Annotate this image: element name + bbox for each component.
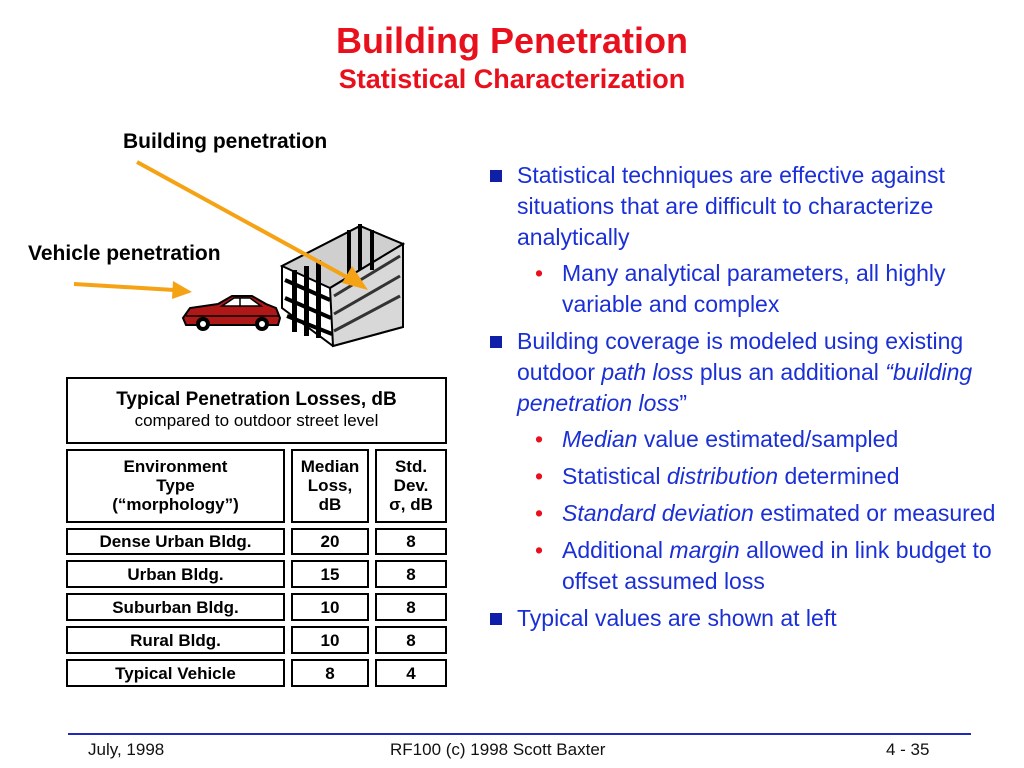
env-cell: Urban Bldg.: [66, 560, 285, 588]
sub-bullet-item: • Statistical distribution determined: [487, 461, 1007, 492]
building-car-graphic: [0, 120, 470, 350]
median-cell: 20: [291, 528, 369, 556]
penetration-loss-table: [60, 372, 453, 692]
dot-bullet-icon: •: [535, 537, 544, 563]
page-title: Building Penetration: [335, 20, 688, 61]
dot-bullet-icon: •: [535, 426, 544, 452]
bullet-item: Typical values are shown at left: [487, 603, 1007, 634]
square-bullet-icon: [490, 613, 502, 625]
sub-bullet-item: • Standard deviation estimated or measured: [487, 498, 1007, 529]
car-icon: [183, 296, 280, 331]
env-cell: Suburban Bldg.: [66, 593, 285, 621]
building-penetration-label: Building penetration: [123, 130, 328, 153]
table-title: Typical Penetration Losses, dB: [116, 388, 397, 410]
sub-bullet-item: • Additional margin allowed in link budget to offset assumed loss: [535, 537, 992, 594]
bullet-list: [487, 160, 1007, 639]
footer-copyright: RF100 (c) 1998 Scott Baxter: [390, 740, 606, 759]
penetration-illustration: [0, 120, 470, 350]
col-header-median: Median Loss, dB: [291, 449, 369, 523]
std-cell: 8: [375, 560, 447, 588]
bullet-item: Statistical techniques are effective against situations that are difficult to characterize analytically: [487, 160, 1007, 253]
table-subtitle: compared to outdoor street level: [134, 410, 379, 430]
table-header-cell: [66, 377, 447, 444]
square-bullet-icon: [490, 336, 502, 348]
median-cell: 10: [291, 626, 369, 654]
table-row: [66, 626, 447, 654]
footer-date: July, 1998: [88, 740, 165, 759]
square-bullet-icon: [490, 170, 502, 182]
env-cell: Typical Vehicle: [66, 659, 285, 687]
dot-bullet-icon: •: [535, 260, 544, 286]
median-cell: 15: [291, 560, 369, 588]
footer-rule: [68, 733, 971, 735]
col-header-std-dev: Std. Dev. σ, dB: [375, 449, 447, 523]
dot-bullet-icon: •: [535, 500, 544, 526]
median-cell: 8: [291, 659, 369, 687]
std-cell: 4: [375, 659, 447, 687]
env-cell: Dense Urban Bldg.: [66, 528, 285, 556]
vehicle-penetration-label: Vehicle penetration: [28, 242, 221, 265]
table-header-row: [66, 377, 447, 444]
page-subtitle: Statistical Characterization: [338, 64, 686, 94]
building-icon: [282, 224, 403, 346]
sub-bullet-item: • Many analytical parameters, all highly variable and complex: [535, 260, 946, 317]
table-row: [66, 593, 447, 621]
table-row: [66, 659, 447, 687]
env-cell: Rural Bldg.: [66, 626, 285, 654]
median-cell: 10: [291, 593, 369, 621]
footer-page-number: 4 - 35: [886, 740, 930, 759]
std-cell: 8: [375, 528, 447, 556]
column-header-row: [66, 449, 447, 523]
table-row: [66, 560, 447, 588]
col-header-environment: Environment Type (“morphology”): [66, 449, 285, 523]
bullet-item: Building coverage is modeled using existing outdoor path loss plus an additional “building penetration loss”: [487, 326, 1007, 419]
std-cell: 8: [375, 626, 447, 654]
sub-bullet-item: • Median value estimated/sampled: [487, 424, 1007, 455]
table-row: [66, 528, 447, 556]
std-cell: 8: [375, 593, 447, 621]
dot-bullet-icon: •: [535, 463, 544, 489]
